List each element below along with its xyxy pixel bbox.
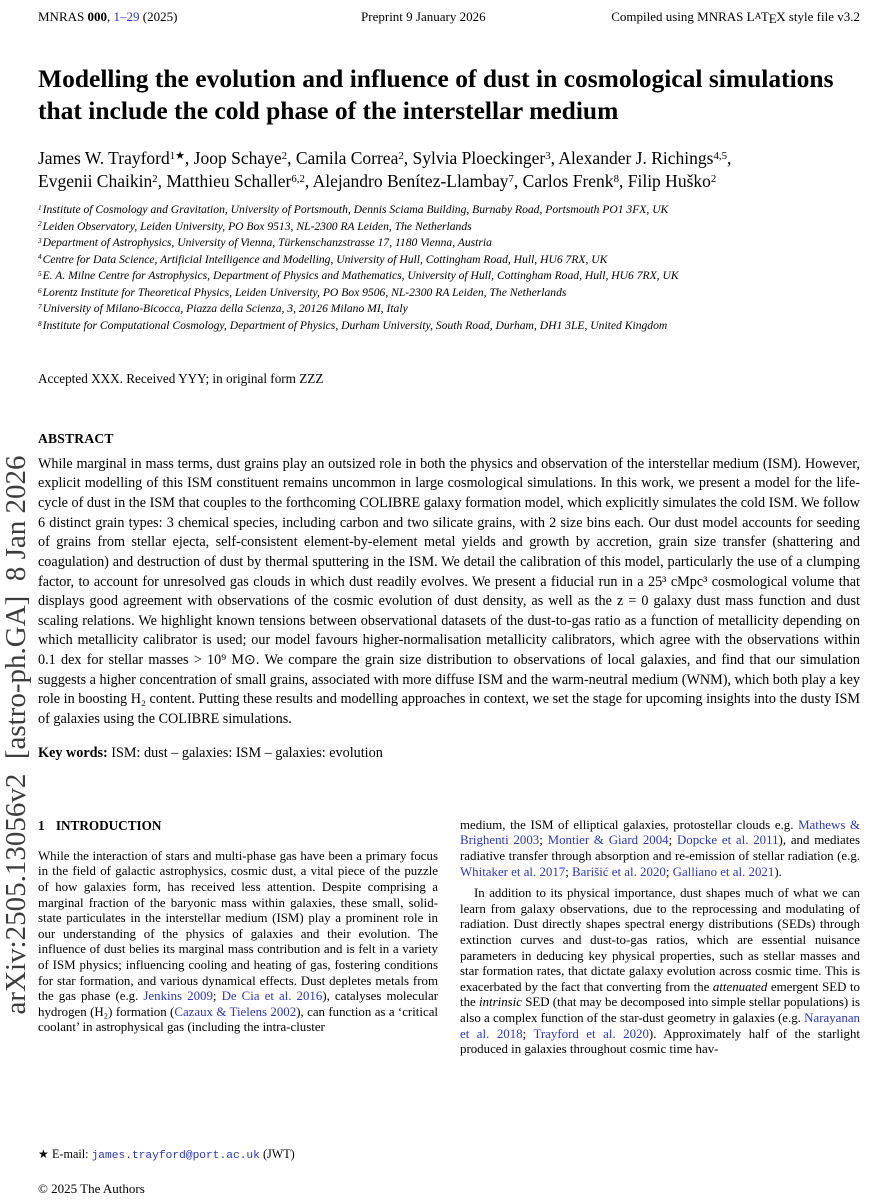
affiliation: [38, 252, 860, 269]
keywords-text: ISM: dust – galaxies: ISM – galaxies: evolution: [111, 744, 383, 761]
text-segment: ), can function as a ‘critical coolant’ in astrophysical gas (including the intra-cluster: [38, 1004, 438, 1035]
right-column: [460, 818, 860, 1058]
affiliation-text: Institute for Computational Cosmology, Department of Physics, Durham University, South Road, Durham, DH1 3LE, United Kingdom: [42, 318, 668, 332]
citation-link[interactable]: Dopcke et al. 2011: [676, 833, 779, 848]
journal-ref: [38, 9, 295, 25]
text-segment: Compiled using MNRAS L: [611, 9, 755, 24]
running-header: [38, 9, 860, 25]
affiliation-number: 6: [38, 286, 42, 295]
affiliation: [38, 219, 860, 236]
intro-paragraph-2: [460, 818, 860, 880]
style-file-note: [552, 9, 860, 25]
text-segment: In addition to its physical importance, dust shapes much of what we can learn from galaxy observations, due to the reprocessing and modulating of radiation. Dust directly shapes spectral energy distributions (SEDs) through extinction curves and dust-to-gas ratios, which are essential nuisance parameters in deducing key physical properties, such as stellar masses and star formation rates, that dictate galaxy evolution across cosmic time. This is exacerbated by the fact that converting from the: [460, 886, 860, 994]
affiliation: [38, 202, 860, 219]
text-segment: SED (that may be decomposed into simple stellar populations) is also a complex function of the star-dust geometry in galaxies (e.g.: [460, 995, 860, 1026]
abstract-section: [38, 431, 860, 762]
affiliation: [38, 285, 860, 302]
text-segment: , Sylvia Ploeckinger: [403, 147, 546, 168]
paper-title: Modelling the evolution and influence of dust in cosmological simulations that include the cold phase of the interstellar medium: [38, 64, 834, 126]
text-segment: ;: [212, 989, 222, 1004]
citation-link[interactable]: Barišić et al. 2020: [572, 864, 666, 879]
text-segment: 8: [613, 172, 619, 185]
text-segment: ;: [539, 833, 548, 848]
affiliation: [38, 318, 860, 335]
email-link[interactable]: james.trayford@port.ac.uk: [91, 1150, 260, 1162]
text-segment: 3: [545, 149, 551, 162]
affiliation-number: 2: [38, 220, 42, 229]
keywords-line: [38, 745, 860, 762]
author-line-1: [38, 147, 860, 170]
affiliation-number: 5: [38, 270, 42, 279]
text-segment: 2: [152, 172, 158, 185]
intro-paragraph-1: [38, 849, 438, 1036]
citation-link[interactable]: Narayanan et al. 2018: [460, 1011, 860, 1041]
text-segment: ).: [774, 864, 782, 879]
text-segment: medium, the ISM of elliptical galaxies, protostellar clouds e.g.: [460, 817, 799, 832]
text-segment: While the interaction of stars and multi-phase gas have been a primary focus in the field of galactic astrophysics, cosmic dust, a vital piece of the puzzle of how galaxies form, has received less attention. Despite comprising a marginal fraction of the baryonic mass within galaxies, these small, solid-state particulates in the interstellar medium (ISM) play a prominent role in our understanding of the physics of galaxies and their evolution. The influence of dust belies its marginal mass contribution and is felt in a variety of ISM physics; influencing cooling and heating of gas, fostering conditions for star formation, and various dynamical effects. Dust depletes metals from the gas phase (e.g.: [38, 848, 438, 1004]
arxiv-watermark: arXiv:2505.13056v2 [astro-ph.GA] 8 Jan 2026: [0, 455, 32, 1015]
text-segment: emergent SED to the: [460, 979, 860, 1010]
text-segment: ,: [727, 147, 732, 168]
text-segment: 7: [508, 172, 514, 185]
copyright-footer: © 2025 The Authors: [38, 1181, 145, 1196]
footnote-email: [38, 1147, 440, 1162]
text-segment: ), catalyses molecular hydrogen (H₂) formation (: [38, 989, 438, 1019]
text-segment: MNRAS: [38, 9, 88, 24]
text-segment: , Filip Huško: [618, 170, 711, 191]
text-segment: 2: [710, 172, 717, 185]
citation-link[interactable]: Mathews & Brighenti 2003: [460, 817, 860, 848]
text-segment: James W. Trayford: [38, 147, 170, 168]
abstract-heading: ABSTRACT: [38, 430, 114, 446]
text-segment: ;: [565, 864, 573, 879]
citation-link[interactable]: Montier & Giard 2004: [547, 833, 669, 848]
left-column: [38, 818, 438, 1058]
text-segment: ★ E-mail:: [38, 1147, 92, 1161]
affiliation-number: 3: [38, 236, 42, 245]
section-heading-introduction: 1 INTRODUCTION: [38, 817, 162, 833]
text-segment: ), and mediates radiative transfer through absorption and re-emission of stellar radiation (e.g.: [460, 833, 861, 863]
text-segment: attenuated: [712, 979, 768, 994]
text-segment: ,: [107, 9, 114, 24]
author-list: [38, 147, 860, 193]
text-segment: 000: [87, 9, 107, 24]
affiliation: [38, 268, 860, 285]
text-segment: 2: [281, 149, 288, 162]
page-range-link[interactable]: 1–29: [113, 9, 140, 24]
author-line-2: [38, 170, 860, 193]
text-segment: , Matthieu Schaller: [157, 170, 292, 191]
text-segment: , Carlos Frenk: [513, 170, 614, 191]
preprint-date: Preprint 9 January 2026: [361, 9, 486, 24]
citation-link[interactable]: Galliano et al. 2021: [672, 864, 775, 879]
citation-link[interactable]: Whitaker et al. 2017: [460, 864, 566, 879]
text-segment: ;: [522, 1026, 534, 1041]
dates-line: Accepted XXX. Received YYY; in original form ZZZ: [38, 370, 324, 386]
affiliation-text: Leiden Observatory, Leiden University, PO Box 9513, NL-2300 RA Leiden, The Netherlands: [42, 219, 472, 233]
affiliation-number: 8: [38, 319, 42, 328]
affiliation: [38, 235, 860, 252]
citation-link[interactable]: De Cia et al. 2016: [221, 989, 323, 1004]
abstract-text: While marginal in mass terms, dust grains play an outsized role in both the physics and observation of the interstellar medium (ISM). However, explicit modelling of this ISM constituent remains uncommon in large cosmological simulations. In this work, we present a model for the life-cycle of dust in the ISM that couples to the forthcoming COLIBRE galaxy formation model, which explicitly simulates the cold ISM. We follow 6 distinct grain types: 3 chemical species, including carbon and two silicate grains, with 2 size bins each. Our dust model accounts for seeding of grains from stellar ejecta, self-consistent element-by-element metal yields and growth by accretion, grain size transfer (shattering and coagulation) and destruction of dust by thermal sputtering in the ISM. We detail the calibration of this model, particularly the use of a clumping factor, to account for unresolved gas clouds in which dust readily evolves. We present a fiducial run in a 25³ cMpc³ cosmological volume that displays good agreement with observations of the cosmic evolution of dust density, as well as the z = 0 galaxy dust mass function and dust scaling relations. We highlight known tensions between observational datasets of the dust-to-gas ratio as a function of metallicity depending on which metallicity calibrator is used; our model favours higher-normalisation metallicity calibrators, which agree with the observations within 0.1 dex for stellar masses > 10⁹ M⊙. We compare the grain size distribution to observations of local galaxies, and find that our simulation suggests a higher concentration of small grains, associated with more diffuse ISM and the warm-neutral medium (WNM), which both play a key role in boosting H₂ content. Putting these results and modelling approaches in context, we set the stage for upcoming insights into the dusty ISM of galaxies using the COLIBRE simulations.: [38, 455, 860, 728]
text-segment: , Alexander J. Richings: [550, 147, 714, 168]
citation-link[interactable]: Jenkins 2009: [143, 989, 213, 1004]
text-segment: T: [760, 9, 769, 24]
affiliation-text: Institute of Cosmology and Gravitation, University of Portsmouth, Dennis Sciama Building, Burnaby Road, Portsmouth PO1 3FX, UK: [42, 202, 669, 216]
text-segment: 4,5: [713, 149, 728, 162]
text-segment: A: [754, 11, 761, 22]
affiliation-number: 7: [38, 303, 42, 312]
text-segment: , Alejandro Benítez-Llambay: [304, 170, 509, 191]
two-column-body: [38, 818, 860, 1058]
text-segment: intrinsic: [478, 995, 522, 1010]
text-segment: ;: [668, 833, 677, 848]
text-segment: E: [768, 11, 777, 27]
text-segment: , Camila Correa: [287, 147, 399, 168]
citation-link[interactable]: Cazaux & Tielens 2002: [174, 1004, 297, 1019]
affiliation-number: 4: [38, 253, 42, 262]
affiliation-text: Centre for Data Science, Artificial Intelligence and Modelling, University of Hull, Cottingham Road, Hull, HU6 7RX, UK: [42, 252, 608, 266]
affiliation-text: Lorentz Institute for Theoretical Physics, Leiden University, PO Box 9506, NL-2300 RA Leiden, The Netherlands: [42, 285, 567, 299]
citation-link[interactable]: Trayford et al. 2020: [533, 1026, 649, 1041]
text-segment: Evgenii Chaikin: [38, 170, 153, 191]
text-segment: ). Approximately half of the starlight produced in galaxies throughout cosmic time hav-: [460, 1026, 860, 1057]
text-segment: (JWT): [259, 1147, 295, 1161]
text-segment: 2: [398, 149, 404, 162]
affiliation-text: E. A. Milne Centre for Astrophysics, Department of Physics and Mathematics, University of Hull, Cottingham Road, Hull, HU6 7RX, UK: [42, 269, 679, 283]
text-segment: (2025): [139, 9, 178, 24]
affiliation-number: 1: [38, 203, 42, 212]
text-segment: ;: [665, 864, 673, 879]
affiliation-list: [38, 202, 860, 335]
text-segment: X style file v3.2: [776, 9, 860, 24]
affiliation-text: University of Milano-Bicocca, Piazza della Scienza, 3, 20126 Milano MI, Italy: [42, 302, 408, 316]
affiliation: [38, 301, 860, 318]
text-segment: , Joop Schaye: [184, 147, 282, 168]
intro-paragraph-3: [460, 886, 860, 1058]
text-segment: 1★: [169, 149, 185, 162]
keywords-label: Key words:: [38, 744, 108, 761]
text-segment: 6,2: [291, 172, 305, 185]
affiliation-text: Department of Astrophysics, University of Vienna, Türkenschanzstrasse 17, 1180 Vienna, Austria: [42, 236, 492, 250]
